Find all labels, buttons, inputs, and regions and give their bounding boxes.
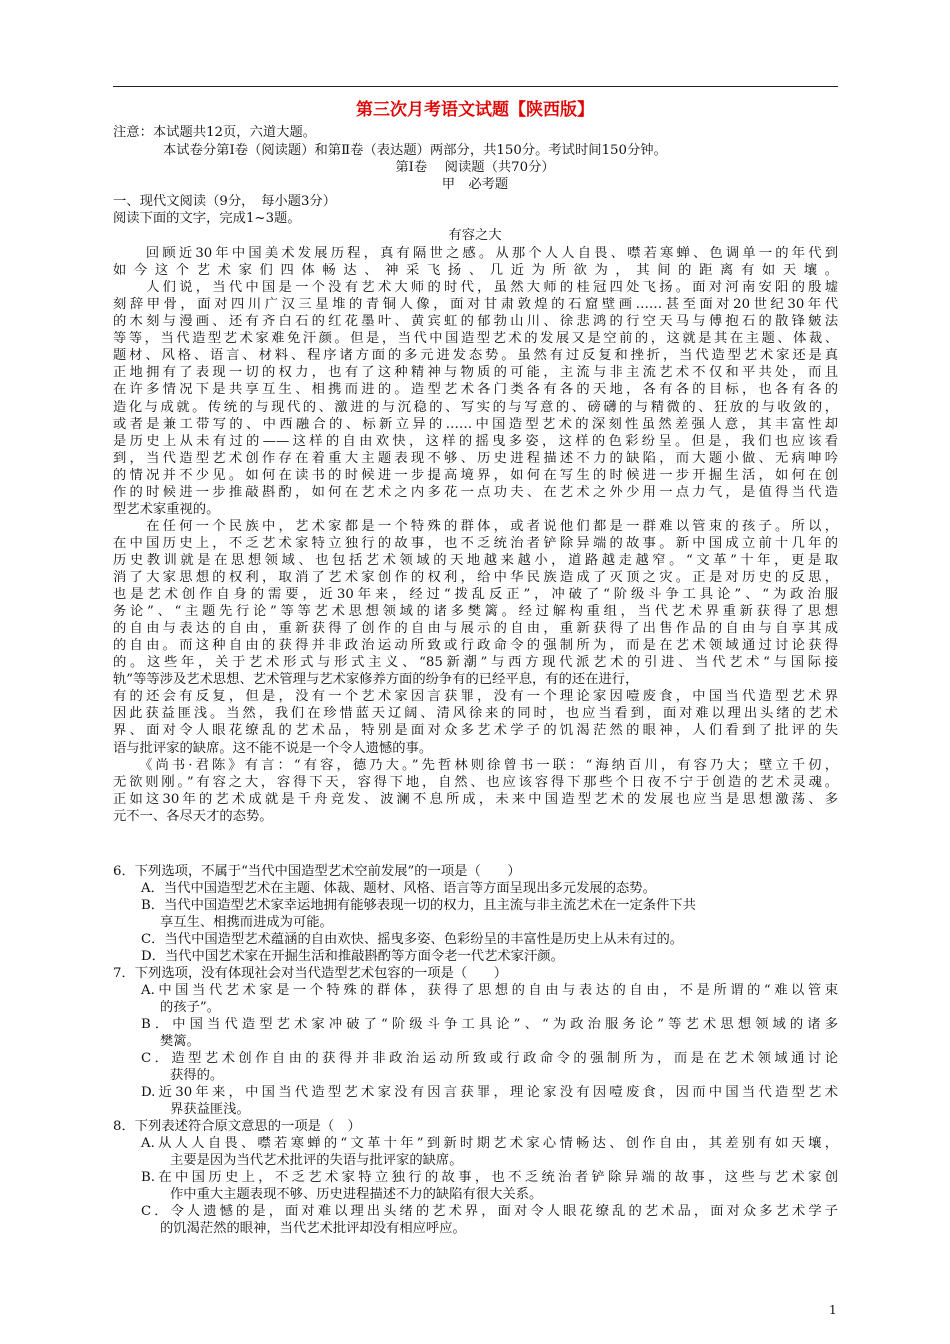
question-option-line: B．中国当代造型艺术家冲破了“阶级斗争工具论”、“为政治服务论”等艺术思想领域的诸多	[141, 1017, 838, 1032]
exam-note: 注意：本试题共12页，六道大题。	[113, 125, 317, 140]
question-stem: 6．下列选项，不属于“当代中国造型艺术空前发展”的一项是（ ）	[113, 864, 521, 879]
article-line: 有的还会有反复，但是，没有一个艺术家因言获罪，没有一个理论家因噎废食，中国当代造型艺术界	[113, 689, 838, 705]
part-heading: 甲 必考题	[441, 177, 509, 192]
article-line: 消了大家思想的权利，取消了艺术家创作的权利，给中华民族造成了灭顶之灾。正是对历史的反思，	[113, 570, 838, 585]
article-line: 《尚书·君陈》有言：“有容，德乃大。”先哲林则徐曾书一联：“海纳百川，有容乃大；壁立千仞，	[113, 757, 838, 773]
question-option-line: B．当代中国造型艺术家幸运地拥有能够表现一切的权力，且主流与非主流艺术在一定条件下共	[141, 898, 696, 913]
question-option-line: 樊篱。	[160, 1034, 200, 1049]
question-option-line: D．当代中国艺术家在开掘生活和推敲斟酌等方面令老一代艺术家汗颜。	[141, 949, 564, 964]
question-option-line: 享互生、相携而进成为可能。	[160, 915, 333, 930]
section-heading: 一、现代文阅读（9分， 每小题3分）	[113, 194, 337, 209]
article-line: 是历史上从未有过的——这样的自由欢快，这样的摇曳多姿，这样的色彩纷呈。但是，我们也应该看	[113, 433, 838, 449]
article-line: 的。这些年，关于艺术形式与形式主义、“85新潮”与西方现代派艺术的引进、当代艺术“与国际接	[113, 655, 838, 671]
article-line: 正如这30年的艺术成就是千舟竞发、波澜不息所成，未来中国造型艺术的发展也应当是思想激荡、多	[113, 791, 838, 807]
article-line: 也是艺术创作自身的需要，近30年来，经过“拨乱反正”，冲破了“阶级斗争工具论”、“为政治服	[113, 587, 838, 602]
question-option-line: A.中国当代艺术家是一个特殊的群体，获得了思想的自由与表达的自由，不是所谓的“难以管束	[141, 983, 838, 998]
question-option-line: B.在中国历史上，不乏艺术家特立独行的故事，也不乏统治者铲除异端的故事，这些与艺术家创	[141, 1170, 838, 1185]
article-line: 在任何一个民族中，艺术家都是一个特殊的群体，或者说他们都是一群难以管束的孩子。所以，	[113, 518, 838, 534]
question-option-line: C．令人遗憾的是，面对难以理出头绪的艺术界，面对令人眼花缭乱的艺术品，面对众多艺术学子	[141, 1204, 838, 1219]
article-line: 语与批评家的缺席。这不能不说是一个令人遗憾的事。	[113, 740, 433, 756]
article-line: 务论”、“主题先行论”等等艺术思想领域的诸多樊篱。经过解构重组，当代艺术界重新获得了思想	[113, 604, 838, 619]
question-option-line: A．当代中国造型艺术在主题、体裁、题材、风格、语言等方面呈现出多元发展的态势。	[141, 881, 656, 896]
article-line: 的木刻与漫画、还有齐白石的红花墨叶、黄宾虹的郁勃山川、徐悲鸿的行空天马与傅抱石的散锋皴法	[113, 314, 838, 330]
volume-heading: 第Ⅰ卷 阅读题（共70分）	[395, 160, 555, 175]
article-line: 在中国历史上，不乏艺术家特立独行的故事，也不乏统治者铲除异端的故事。新中国成立前十几年的	[113, 535, 838, 551]
article-line: 刻辞甲骨，面对四川广汉三星堆的青铜人像，面对甘肃敦煌的石窟壁画……甚至面对20世纪30年代	[113, 297, 838, 313]
article-line: 到，当代造型艺术创作存在着重大主题表现不够、历史进程描述不力的缺陷，而大题小做、无病呻吟	[113, 450, 838, 466]
article-line: 或者是兼工带写的、中西融合的、标新立异的……中国造型艺术的深刻性虽然差强人意，其丰富性却	[113, 416, 838, 432]
article-line: 人们说，当代中国是一个没有艺术大师的时代，虽然大师的桂冠四处飞扬。面对河南安阳的殷墟	[113, 280, 838, 296]
article-line: 轨”等等涉及艺术思想、艺术管理与艺术家修养方面的纷争有的已经平息，有的还在进行，	[113, 672, 639, 688]
article-line: 界、面对令人眼花缭乱的艺术品，特别是面对众多艺术学子的饥渴茫然的眼神，人们看到了批评的失	[113, 723, 838, 739]
question-option-line: 作中重大主题表现不够、历史进程描述不力的缺陷有很大关系。	[170, 1187, 543, 1202]
article-line: 因此获益匪浅。当然，我们在珍惜蓝天辽阔、清风徐来的同时，也应当看到，面对难以理出头绪的艺术	[113, 706, 838, 722]
question-option-line: D.近30年来，中国当代造型艺术家没有因言获罪，理论家没有因噎废食，因而中国当代造型艺术	[141, 1085, 838, 1100]
exam-intro: 本试卷分第Ⅰ卷（阅读题）和第Ⅱ卷（表达题）两部分，共150分。考试时间150分钟。	[163, 143, 667, 158]
question-option-line: C．当代中国造型艺术蕴涵的自由欢快、摇曳多姿、色彩纷呈的丰富性是历史上从未有过的。	[141, 932, 684, 947]
article-line: 的情况并不少见。如何在读书的时候进一步提高境界，如何在写生的时候进一步开掘生活，如何在创	[113, 467, 838, 483]
question-option-line: 界获益匪浅。	[170, 1102, 250, 1117]
article-line: 无欲则刚。”有容之大，容得下天，容得下地，自然、也应该容得下那些个日夜不宁于创造的艺术灵魂。	[113, 774, 838, 790]
article-line: 的自由与表达的自由，重新获得了创作的自由与展示的自由，重新获得了出售作品的自由与自享其成	[113, 621, 838, 637]
question-option-line: 的孩子”。	[160, 1000, 220, 1015]
article-line: 的自由。而这种自由的获得并非政治运动所致或行政命令的强制所为，而是在艺术领域通过讨论获得	[113, 638, 838, 654]
question-stem: 8．下列表述符合原文意思的一项是（ ）	[113, 1119, 361, 1134]
article-title: 有容之大	[448, 228, 502, 243]
article-line: 如今这个艺术家们四体畅达、神采飞扬、几近为所欲为，其间的距离有如天壤。	[113, 263, 838, 279]
question-option-line: C．造型艺术创作自由的获得并非政治运动所致或行政命令的强制所为，而是在艺术领域通讨论	[141, 1051, 838, 1066]
article-line: 历史教训就是在思想领域、也包括艺术领域的天地越来越小，道路越走越窄。“文革”十年，更是取	[113, 552, 838, 568]
section-instruction: 阅读下面的文字，完成1~3题。	[113, 211, 301, 226]
article-line: 造化与成就。传统的与现代的、激进的与沉稳的、写实的与写意的、磅礴的与精微的、狂放的与收敛的，	[113, 399, 838, 415]
article-line: 题材、风格、语言、材料、程序诸方面的多元进发态势。虽然有过反复和挫折，当代造型艺术家还是真	[113, 348, 838, 364]
article-line: 作的时候进一步推敲斟酌，如何在艺术之内多花一点功夫、在艺术之外少用一点力气，是值得当代造	[113, 484, 838, 500]
article-line: 型艺术家重视的。	[113, 501, 220, 517]
article-line: 等等，当代造型艺术家难免汗颜。但是，当代中国造型艺术的发展又是空前的，这就是其在主题、体裁、	[113, 331, 838, 347]
page-number: 1	[829, 1303, 837, 1317]
question-stem: 7．下列选项，没有体现社会对当代造型艺术包容的一项是（ ）	[113, 966, 508, 981]
question-option-line: A.从人人自畏、噤若寒蝉的“文革十年”到新时期艺术家心情畅达、创作自由，其差别有如天壤，	[141, 1136, 838, 1151]
article-line: 回顾近30年中国美术发展历程，真有隔世之感。从那个人人自畏、噤若寒蝉、色调单一的年代到	[113, 246, 838, 261]
header-rule	[113, 86, 838, 87]
article-line: 在许多情况下是共享互生、相携而进的。造型艺术各门类各有各的天地，各有各的目标，也各有各的	[113, 382, 838, 398]
question-option-line: 获得的。	[170, 1068, 224, 1083]
question-option-line: 的饥渴茫然的眼神，当代艺术批评却没有相应呼应。	[160, 1221, 466, 1236]
question-option-line: 主要是因为当代艺术批评的失语与批评家的缺席。	[170, 1153, 463, 1168]
article-line: 元不一、各尽天才的态势。	[113, 808, 273, 824]
article-line: 正地拥有了表现一切的权力，也有了这种精神与物质的可能，主流与非主流艺术不仅和平共处，而且	[113, 365, 838, 381]
exam-title: 第三次月考语文试题【陕西版】	[356, 100, 594, 120]
